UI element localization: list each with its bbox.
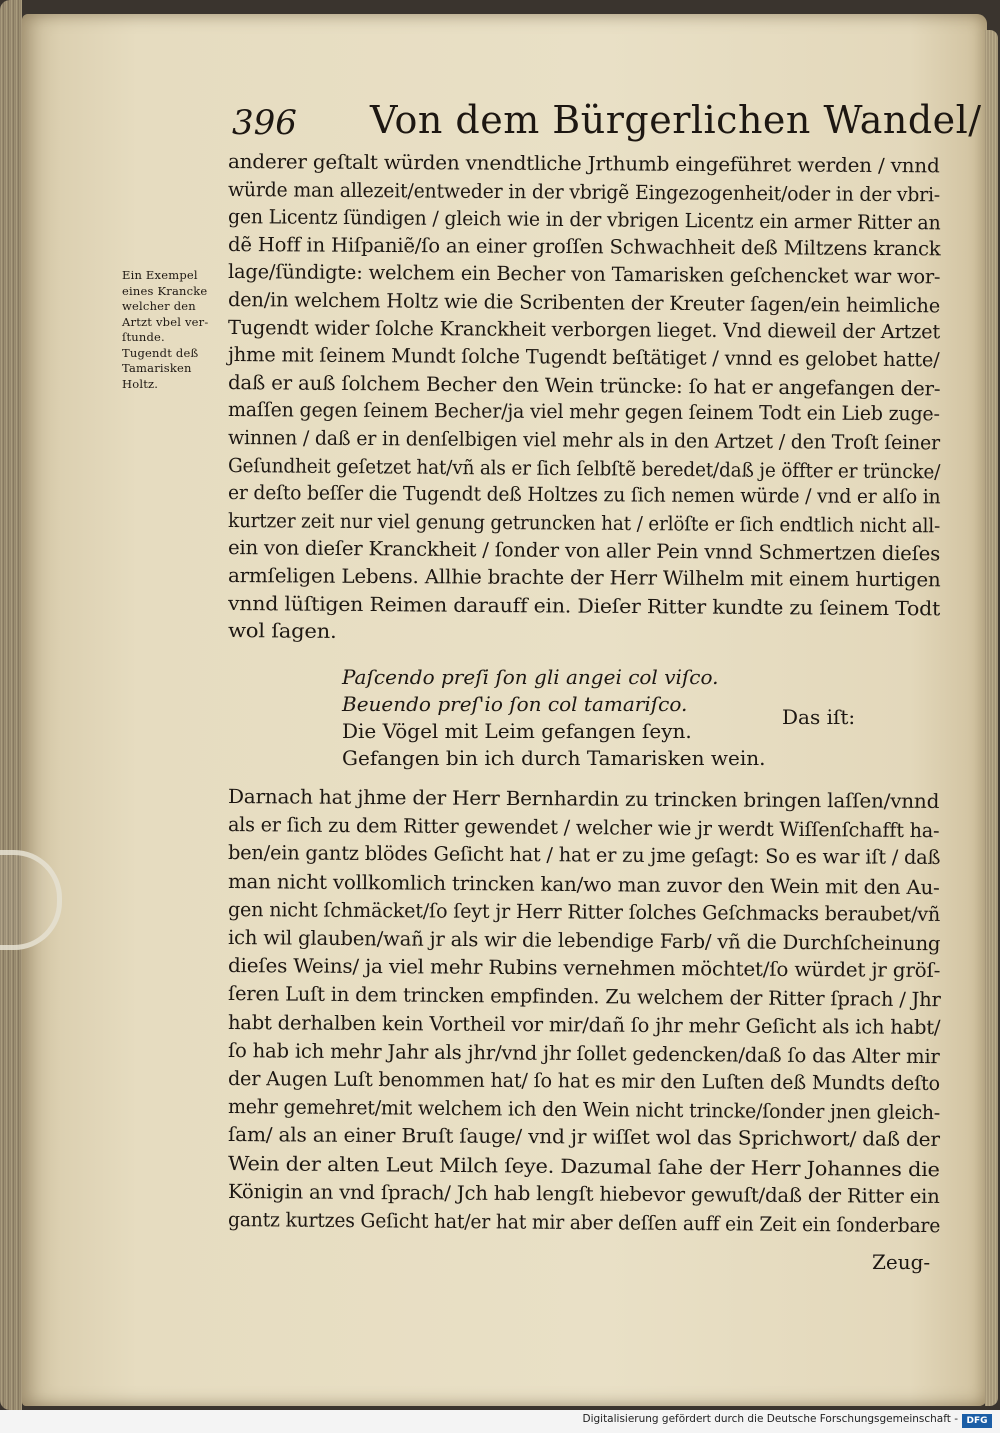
marginal-note-line: Tamarisken [122, 361, 192, 375]
text-line: den/in welchem Holtz wie die Scribenten der Kreuter ſagen/ein heimliche [227, 288, 941, 318]
text-line: Darnach hat jhme der Herr Bernhardin zu trincken bringen laſſen/vnnd [227, 785, 940, 813]
text-line: ſeren Luſt in dem trincken empfinden. Zu welchem der Ritter ſprach / Jhr [227, 982, 941, 1012]
book-page-edges-right [985, 30, 998, 1406]
footer-credit: Digitalisierung gefördert durch die Deutsche Forschungsgemeinschaft - [582, 1413, 958, 1425]
text-line: gen nicht ſchmäcket/ſo ſeyt jr Herr Ritter ſolches Geſchmacks beraubet/vñ [227, 897, 941, 926]
text-line: würde man allezeit/entweder in der vbrigẽ Eingezogenheit/oder in der vbri- [227, 177, 941, 206]
text-line: ſo hab ich mehr Jahr als jhr/vnd jhr ſollet gedencken/daß ſo das Alter mir [227, 1038, 940, 1069]
text-line: vnnd lüſtigen Reimen darauff ein. Dieſer Ritter kundte zu ſeinem Todt [227, 591, 941, 620]
text-line: als er ſich zu dem Ritter gewendet / welcher wie jr werdt Wiſſenſchafft ha- [227, 813, 940, 843]
das-ist-label: Das iſt: [782, 705, 856, 729]
text-line: mehr gemehret/mit welchem ich den Wein nicht trincke/ſonder jnen gleich- [227, 1095, 941, 1125]
poem-line: Beuendo preſ'io ſon col tamariſco. [342, 692, 688, 716]
text-line: ich wil glauben/wañ jr als wir die lebendige Farb/ vñ die Durchſcheinung [227, 926, 941, 956]
text-line: man nicht vollkomlich trincken kan/wo man zuvor den Wein mit den Au- [227, 869, 940, 899]
marginal-note-line: Ein Exempel [122, 268, 198, 282]
page-number: 396 [232, 103, 297, 143]
marginal-note-line: Artzt vbel ver- [122, 314, 209, 329]
text-line: lage/ſündigte: welchem ein Becher von Tamarisken geſchencket war wor- [227, 260, 941, 289]
poem-line: Gefangen bin ich durch Tamarisken wein. [342, 746, 766, 770]
text-line: habt derhalben kein Vortheil vor mir/dañ ſo jhr mehr Geſicht als ich habt/ [227, 1010, 941, 1039]
text-line: jhme mit ſeinem Mundt ſolche Tugendt beſtätiget / vnnd es gelobet hatte/ [227, 343, 940, 372]
running-head: Von dem Bürgerlichen Wandel/ [370, 98, 982, 142]
book-page-edges-left [0, 0, 22, 1410]
marginal-note-line: eines Krancke [122, 283, 208, 298]
text-line: Tugendt wider ſolche Kranckheit verborgen lieget. Vnd dieweil der Artzet [227, 315, 941, 343]
poem-line: Paſcendo preſi ſon gli angei col viſco. [342, 665, 719, 689]
marginal-note-line: Tugendt deß [122, 345, 199, 360]
text-line: daß er auß ſolchem Becher den Wein trüncke: ſo hat er angefangen der- [227, 370, 941, 401]
text-line: ſam/ als an einer Bruſt ſauge/ vnd jr wiſſet wol das Sprichwort/ daß der [227, 1123, 940, 1152]
text-line: wol ſagen. [227, 619, 337, 644]
marginal-note-line: welcher den [122, 299, 196, 313]
text-line: Königin an vnd ſprach/ Jch hab lengſt hiebevor gewuſt/daß der Ritter ein [227, 1179, 940, 1208]
text-line: kurtzer zeit nur viel genung getruncken hat / erlöſte er ſich endtlich nicht all- [227, 508, 941, 538]
text-line: maſſen gegen ſeinem Becher/ja viel mehr gegen ſeinem Todt ein Lieb zuge- [227, 398, 940, 426]
dfg-logo-icon: DFG [962, 1414, 992, 1428]
text-line: armſeligen Lebens. Allhie brachte der Herr Wilhelm mit einem hurtigen [227, 564, 941, 592]
text-line: ben/ein gantz blödes Geſicht hat / hat er zu jme geſagt: So es war iſt / daß [227, 841, 941, 870]
catchword: Zeug- [872, 1250, 931, 1274]
text-line: er deſto beſſer die Tugendt deß Holtzes zu ſich nemen würde / vnd er alſo in [227, 481, 941, 509]
text-line: anderer geſtalt würden vnendtliche Jrthumb eingeführet werden / vnnd [227, 150, 940, 178]
text-line: Geſundheit geſetzet hat/vñ als er ſich ſelbſtẽ beredet/daß je öffter er trüncke/ [227, 453, 941, 483]
text-line: Wein der alten Leut Milch ſeye. Dazumal ſahe der Herr Johannes die [227, 1151, 940, 1181]
poem-line: Die Vögel mit Leim gefangen ſeyn. [342, 719, 692, 743]
marginal-note-line: Holtz. [122, 376, 159, 391]
text-line: gen Licentz ſündigen / gleich wie in der vbrigen Licentz ein armer Ritter an [227, 205, 941, 235]
text-line: winnen / daß er in denſelbigen viel mehr als in den Artzet / den Troſt ſeiner [227, 426, 941, 455]
text-line: ein von dieſer Kranckheit / ſonder von aller Pein vnnd Schmertzen dieſes [227, 536, 941, 566]
text-line: dẽ Hoff in Hiſpaniẽ/ſo an einer groſſen Schwachheit deß Miltzens kranck [227, 232, 941, 261]
text-line: der Augen Luſt benommen hat/ ſo hat es mir den Luſten deß Mundts deſto [227, 1067, 941, 1095]
text-line: gantz kurtzes Geſicht hat/er hat mir aber deſſen auff ein Zeit ein ſonderbare [227, 1208, 941, 1238]
marginal-note-line: ſtunde. [122, 330, 165, 344]
text-line: dieſes Weins/ ja viel mehr Rubins vernehmen möchtet/ſo würdet jr gröſ- [227, 954, 941, 983]
